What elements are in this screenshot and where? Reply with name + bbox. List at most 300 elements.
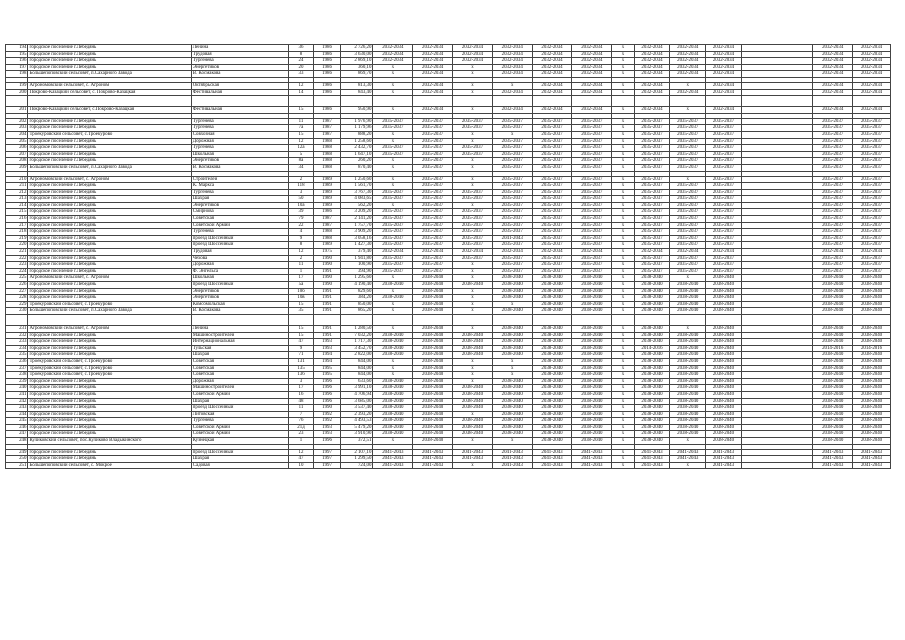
- settlement-cell: городское поселение г.Лебедянь: [28, 158, 191, 165]
- empty-cell: [741, 314, 812, 325]
- street-cell: Трудовая: [191, 249, 288, 256]
- repair-period-cell-9: 2035-2037: [706, 222, 742, 229]
- year-built-cell: 1993: [314, 339, 341, 346]
- repair-period-cell-2: 2035-2037: [413, 131, 453, 138]
- not-applicable-cell: х: [612, 58, 634, 65]
- street-cell: Октябрьская: [191, 82, 288, 89]
- repair-period-cell-8: 2035-2037: [670, 242, 706, 249]
- repair-period-cell-7: 2035-2037: [634, 183, 670, 190]
- settlement-cell: Агрономовский сельсовет, с. Агроном: [28, 275, 191, 282]
- repair-period-cell-10: 2035-2037: [813, 183, 853, 190]
- repair-period-cell-4: 2035-2037: [492, 268, 532, 275]
- repair-period-cell-3: х: [453, 365, 493, 372]
- settlement-cell: городское поселение г.Лебедянь: [28, 216, 191, 223]
- empty-cell: [741, 89, 812, 96]
- repair-period-cell-10: 2035-2037: [813, 125, 853, 132]
- repair-period-cell-10: 2035-2037: [813, 229, 853, 236]
- repair-period-cell-11: 2038-2040: [853, 308, 891, 315]
- total-area-cell: 865,20: [340, 308, 373, 315]
- repair-period-cell-11: 2038-2040: [853, 431, 891, 438]
- year-built-cell: 1987: [314, 118, 341, 125]
- repair-period-cell-4: 2035-2037: [492, 262, 532, 269]
- repair-period-cell-8: 2038-2040: [670, 358, 706, 365]
- repair-period-cell-5: 2038-2040: [532, 332, 572, 339]
- repair-period-cell-4: 2035-2037: [492, 158, 532, 165]
- repair-period-cell-9: 2038-2040: [706, 372, 742, 379]
- house-number-cell: 15: [288, 131, 314, 138]
- empty-cell: [741, 151, 812, 158]
- repair-period-cell-4: 2038-2040: [492, 282, 532, 289]
- repair-period-cell-1: 2035-2037: [373, 242, 413, 249]
- repair-period-cell-7: 2038-2040: [634, 438, 670, 445]
- repair-period-cell-6: 2038-2040: [572, 358, 612, 365]
- repair-period-cell-10: 2032-2034: [813, 107, 853, 114]
- table-row: [6, 255, 891, 262]
- repair-period-cell-8: 2035-2037: [670, 158, 706, 165]
- table-row: [6, 71, 891, 78]
- repair-period-cell-5: 2035-2037: [532, 255, 572, 262]
- house-number-cell: 15: [288, 107, 314, 114]
- repair-period-cell-11: 2041-2043: [853, 449, 891, 456]
- empty-cell: [741, 449, 812, 456]
- repair-period-cell-9: 2035-2037: [706, 151, 742, 158]
- empty-cell: [741, 249, 812, 256]
- repair-period-cell-3: 2035-2037: [453, 209, 493, 216]
- repair-period-cell-10: 2035-2037: [813, 242, 853, 249]
- street-cell: Шахрая: [191, 196, 288, 203]
- repair-period-cell-5: 2035-2037: [532, 189, 572, 196]
- not-applicable-cell: х: [612, 358, 634, 365]
- repair-period-cell-1: 2038-2040: [373, 385, 413, 392]
- repair-period-cell-9: 2038-2040: [706, 301, 742, 308]
- repair-period-cell-1: 2035-2037: [373, 268, 413, 275]
- table-row: [6, 314, 891, 325]
- empty-cell: [741, 125, 812, 132]
- repair-period-cell-1: 2038-2040: [373, 411, 413, 418]
- row-number-cell: 225: [6, 275, 28, 282]
- not-applicable-cell: х: [612, 398, 634, 405]
- repair-period-cell-5: 2038-2040: [532, 405, 572, 412]
- repair-period-cell-6: 2035-2037: [572, 202, 612, 209]
- year-built-cell: 1995: [314, 365, 341, 372]
- settlement-cell: городское поселение г.Лебедянь: [28, 209, 191, 216]
- repair-period-cell-6: 2038-2040: [572, 352, 612, 359]
- year-built-cell: 1986: [314, 58, 341, 65]
- repair-period-cell-11: 2035-2037: [853, 138, 891, 145]
- repair-period-cell-8: [670, 314, 706, 325]
- repair-period-cell-11: 2035-2037: [853, 255, 891, 262]
- repair-period-cell-2: 2038-2040: [413, 288, 453, 295]
- repair-period-cell-10: 2038-2040: [813, 372, 853, 379]
- repair-period-cell-5: 2041-2043: [532, 462, 572, 469]
- repair-period-cell-11: 2032-2034: [853, 249, 891, 256]
- row-number-cell: 212: [6, 189, 28, 196]
- year-built-cell: 1991: [314, 308, 341, 315]
- not-applicable-cell: х: [612, 222, 634, 229]
- repair-period-cell-3: 2035-2037: [453, 125, 493, 132]
- row-number-cell: 245: [6, 418, 28, 425]
- empty-cell: [741, 64, 812, 71]
- repair-period-cell-6: 2032-2034: [572, 45, 612, 52]
- repair-period-cell-8: 2035-2037: [670, 125, 706, 132]
- repair-period-cell-6: 2035-2037: [572, 118, 612, 125]
- settlement-cell: городское поселение г.Лебедянь: [28, 138, 191, 145]
- repair-period-cell-10: [813, 96, 853, 107]
- not-applicable-cell: х: [612, 418, 634, 425]
- repair-period-cell-11: 2032-2034: [853, 45, 891, 52]
- repair-period-cell-4: 2038-2040: [492, 288, 532, 295]
- total-area-cell: 1 299,50: [340, 456, 373, 463]
- total-area-cell: 3 209,20: [340, 209, 373, 216]
- not-applicable-cell: х: [612, 189, 634, 196]
- repair-period-cell-11: 2035-2037: [853, 235, 891, 242]
- repair-period-cell-7: 2035-2037: [634, 176, 670, 183]
- repair-period-cell-3: х: [453, 158, 493, 165]
- repair-period-cell-8: 2038-2040: [670, 308, 706, 315]
- repair-period-cell-8: 2035-2037: [670, 145, 706, 152]
- repair-period-cell-4: 2038-2040: [492, 339, 532, 346]
- repair-period-cell-7: 2035-2037: [634, 196, 670, 203]
- repair-period-cell-10: 2035-2037: [813, 151, 853, 158]
- repair-period-cell-1: 2041-2043: [373, 462, 413, 469]
- total-area-cell: 2 726,20: [340, 45, 373, 52]
- repair-period-cell-7: 2035-2037: [634, 138, 670, 145]
- repair-period-cell-5: 2035-2037: [532, 145, 572, 152]
- house-number-cell: 2: [288, 255, 314, 262]
- row-number-cell: 244: [6, 411, 28, 418]
- repair-period-cell-5: 2041-2043: [532, 456, 572, 463]
- repair-period-cell-5: [532, 314, 572, 325]
- row-number-cell: 249: [6, 449, 28, 456]
- table-row: [6, 345, 891, 352]
- year-built-cell: 1988: [314, 164, 341, 171]
- repair-period-cell-2: 2032-2034: [413, 71, 453, 78]
- repair-period-cell-8: 2038-2040: [670, 295, 706, 302]
- repair-period-cell-5: 2035-2037: [532, 176, 572, 183]
- year-built-cell: 1991: [314, 332, 341, 339]
- repair-period-cell-7: 2038-2040: [634, 339, 670, 346]
- repair-period-cell-10: 2038-2040: [813, 418, 853, 425]
- row-number-cell: 210: [6, 176, 28, 183]
- year-built-cell: 1989: [314, 189, 341, 196]
- repair-period-cell-9: 2038-2040: [706, 405, 742, 412]
- repair-period-cell-8: 2032-2034: [670, 71, 706, 78]
- repair-period-cell-3: х: [453, 107, 493, 114]
- repair-period-cell-1: 2038-2040: [373, 405, 413, 412]
- repair-period-cell-4: 2038-2040: [492, 385, 532, 392]
- street-cell: Школьная: [191, 151, 288, 158]
- repair-period-cell-10: 2035-2037: [813, 138, 853, 145]
- repair-period-cell-8: х: [670, 438, 706, 445]
- year-built-cell: 1992: [314, 411, 341, 418]
- table-row: [6, 424, 891, 431]
- repair-period-cell-5: 2035-2037: [532, 164, 572, 171]
- settlement-cell: городское поселение г.Лебедянь: [28, 345, 191, 352]
- year-built-cell: 1986: [314, 71, 341, 78]
- settlement-cell: Троекуровский сельсовет, с.Троекурово: [28, 358, 191, 365]
- street-cell: К. Маркса: [191, 183, 288, 190]
- repair-period-cell-2: 2032-2034: [413, 45, 453, 52]
- repair-period-cell-1: 2038-2040: [373, 378, 413, 385]
- repair-period-cell-8: 2032-2034: [670, 249, 706, 256]
- street-cell: Тургенева: [191, 145, 288, 152]
- street-cell: Фестивальная: [191, 107, 288, 114]
- empty-cell: [741, 235, 812, 242]
- total-area-cell: 394,90: [340, 268, 373, 275]
- total-area-cell: 100,90: [340, 262, 373, 269]
- settlement-cell: городское поселение г.Лебедянь: [28, 189, 191, 196]
- repair-period-cell-6: 2032-2034: [572, 51, 612, 58]
- not-applicable-cell: х: [612, 125, 634, 132]
- repair-period-cell-9: 2038-2040: [706, 332, 742, 339]
- total-area-cell: 3 685,00: [340, 398, 373, 405]
- repair-period-cell-2: 2038-2040: [413, 339, 453, 346]
- repair-period-cell-1: 2038-2040: [373, 352, 413, 359]
- repair-period-cell-6: 2038-2040: [572, 411, 612, 418]
- total-area-cell: 844,00: [340, 365, 373, 372]
- year-built-cell: 1989: [314, 183, 341, 190]
- repair-period-cell-3: 2035-2037: [453, 196, 493, 203]
- repair-period-cell-2: 2041-2043: [413, 456, 453, 463]
- repair-period-cell-2: 2038-2040: [413, 332, 453, 339]
- not-applicable-cell: х: [612, 71, 634, 78]
- repair-period-cell-10: 2035-2037: [813, 189, 853, 196]
- repair-period-cell-7: 2038-2040: [634, 418, 670, 425]
- settlement-cell: Покрово-Казацкий сельсовет, с.Покрово-Казацкая: [28, 107, 191, 114]
- not-applicable-cell: х: [612, 462, 634, 469]
- repair-period-cell-4: 2035-2037: [492, 255, 532, 262]
- empty-cell: [741, 255, 812, 262]
- settlement-cell: городское поселение г.Лебедянь: [28, 229, 191, 236]
- repair-period-cell-11: 2041-2043: [853, 462, 891, 469]
- repair-period-cell-3: х: [453, 202, 493, 209]
- repair-period-cell-1: 2035-2037: [373, 118, 413, 125]
- repair-period-cell-10: 2038-2040: [813, 301, 853, 308]
- repair-period-cell-10: 2038-2040: [813, 282, 853, 289]
- repair-period-cell-10: 2038-2040: [813, 295, 853, 302]
- repair-period-cell-5: 2038-2040: [532, 385, 572, 392]
- street-cell: Советской Армии: [191, 222, 288, 229]
- repair-period-cell-1: 2035-2037: [373, 255, 413, 262]
- repair-period-cell-6: 2038-2040: [572, 391, 612, 398]
- repair-period-cell-2: 2038-2040: [413, 282, 453, 289]
- repair-period-cell-7: 2041-2043: [634, 456, 670, 463]
- settlement-cell: городское поселение г.Лебедянь: [28, 431, 191, 438]
- not-applicable-cell: х: [612, 372, 634, 379]
- empty-cell: [741, 398, 812, 405]
- street-cell: Фестивальная: [191, 89, 288, 96]
- settlement-cell: городское поселение г.Лебедянь: [28, 378, 191, 385]
- year-built-cell: 1989: [314, 196, 341, 203]
- table-row: [6, 405, 891, 412]
- total-area-cell: 1 647,10: [340, 151, 373, 158]
- street-cell: Тургенева: [191, 189, 288, 196]
- settlement-cell: Большепоповский сельсовет, п.Сахарного Завода: [28, 308, 191, 315]
- repair-period-cell-5: 2038-2040: [532, 295, 572, 302]
- repair-period-cell-5: 2032-2034: [532, 51, 572, 58]
- repair-period-cell-9: 2035-2037: [706, 229, 742, 236]
- row-number-cell: 217: [6, 222, 28, 229]
- repair-period-cell-11: 2038-2040: [853, 325, 891, 332]
- house-number-cell: 17: [288, 275, 314, 282]
- repair-period-cell-5: 2038-2040: [532, 418, 572, 425]
- repair-period-cell-4: 2035-2037: [492, 176, 532, 183]
- year-built-cell: 1988: [314, 138, 341, 145]
- repair-period-cell-10: 2035-2037: [813, 268, 853, 275]
- repair-period-cell-7: 2035-2037: [634, 131, 670, 138]
- street-cell: В. Космакова: [191, 71, 288, 78]
- repair-period-cell-2: 2041-2043: [413, 462, 453, 469]
- repair-period-cell-4: 2035-2037: [492, 164, 532, 171]
- repair-period-cell-8: 2038-2040: [670, 345, 706, 352]
- house-number-cell: 33: [288, 71, 314, 78]
- repair-period-cell-6: [572, 314, 612, 325]
- repair-period-cell-3: 2038-2040: [453, 431, 493, 438]
- street-cell: Чехова: [191, 255, 288, 262]
- repair-period-cell-3: х: [453, 89, 493, 96]
- not-applicable-cell: х: [612, 107, 634, 114]
- empty-cell: [741, 196, 812, 203]
- total-area-cell: 3 910,90: [340, 431, 373, 438]
- empty-cell: [741, 301, 812, 308]
- repair-period-cell-2: 2035-2037: [413, 145, 453, 152]
- total-area-cell: 2 393,20: [340, 411, 373, 418]
- repair-period-cell-11: 2038-2040: [853, 405, 891, 412]
- repair-period-cell-6: 2032-2034: [572, 249, 612, 256]
- empty-cell: [741, 288, 812, 295]
- repair-period-cell-7: 2038-2040: [634, 431, 670, 438]
- repair-period-cell-1: [373, 314, 413, 325]
- street-cell: Советской Армии: [191, 391, 288, 398]
- repair-period-cell-4: 2038-2040: [492, 378, 532, 385]
- repair-period-cell-6: 2032-2034: [572, 58, 612, 65]
- year-built-cell: 1987: [314, 222, 341, 229]
- repair-period-cell-11: 2032-2034: [853, 71, 891, 78]
- total-area-cell: 260,20: [340, 158, 373, 165]
- repair-period-cell-8: 2038-2040: [670, 424, 706, 431]
- repair-period-cell-8: 2041-2043: [670, 456, 706, 463]
- settlement-cell: городское поселение г.Лебедянь: [28, 145, 191, 152]
- repair-period-cell-3: х: [453, 275, 493, 282]
- settlement-cell: городское поселение г.Лебедянь: [28, 202, 191, 209]
- repair-period-cell-2: 2038-2040: [413, 398, 453, 405]
- repair-period-cell-5: 2035-2037: [532, 202, 572, 209]
- repair-period-cell-8: 2035-2037: [670, 229, 706, 236]
- repair-period-cell-9: 2035-2037: [706, 145, 742, 152]
- repair-period-cell-3: 2038-2040: [453, 418, 493, 425]
- total-area-cell: 633,60: [340, 378, 373, 385]
- street-cell: Школьная: [191, 275, 288, 282]
- not-applicable-cell: х: [612, 295, 634, 302]
- repair-period-cell-5: 2038-2040: [532, 372, 572, 379]
- year-built-cell: 1988: [314, 229, 341, 236]
- table-row: [6, 352, 891, 359]
- empty-cell: [741, 176, 812, 183]
- not-applicable-cell: х: [612, 288, 634, 295]
- repair-period-cell-11: 2038-2040: [853, 301, 891, 308]
- empty-cell: [741, 385, 812, 392]
- row-number-cell: 197: [6, 64, 28, 71]
- repair-period-cell-7: 2038-2040: [634, 358, 670, 365]
- year-built-cell: 1986: [314, 209, 341, 216]
- repair-period-cell-1: 2032-2034: [373, 58, 413, 65]
- repair-period-cell-4: х: [492, 438, 532, 445]
- repair-period-cell-7: 2038-2040: [634, 385, 670, 392]
- repair-period-cell-11: 2035-2037: [853, 125, 891, 132]
- repair-period-cell-5: 2032-2034: [532, 82, 572, 89]
- table-row: [6, 183, 891, 190]
- repair-period-cell-2: 2035-2037: [413, 189, 453, 196]
- repair-period-cell-8: 2038-2040: [670, 411, 706, 418]
- repair-period-cell-8: 2032-2034: [670, 58, 706, 65]
- table-row: [6, 209, 891, 216]
- row-number-cell: 224: [6, 268, 28, 275]
- row-number-cell: 215: [6, 209, 28, 216]
- repair-period-cell-3: х: [453, 288, 493, 295]
- row-number-cell: 220: [6, 242, 28, 249]
- repair-period-cell-10: 2041-2043: [813, 462, 853, 469]
- empty-cell: [741, 51, 812, 58]
- year-built-cell: 1989: [314, 242, 341, 249]
- year-built-cell: 1990: [314, 275, 341, 282]
- repair-period-cell-10: 2038-2040: [813, 325, 853, 332]
- empty-cell: [741, 325, 812, 332]
- total-area-cell: 844,00: [340, 372, 373, 379]
- repair-period-cell-2: 2035-2037: [413, 242, 453, 249]
- total-area-cell: 950,90: [340, 107, 373, 114]
- repair-period-cell-8: 2038-2040: [670, 391, 706, 398]
- repair-period-cell-10: 2032-2034: [813, 45, 853, 52]
- repair-period-cell-6: 2035-2037: [572, 262, 612, 269]
- repair-period-cell-4: 2038-2040: [492, 411, 532, 418]
- repair-period-cell-7: 2035-2037: [634, 268, 670, 275]
- repair-period-cell-8: 2032-2034: [670, 64, 706, 71]
- repair-period-cell-8: 2035-2037: [670, 189, 706, 196]
- table-row: [6, 438, 891, 445]
- repair-period-cell-8: 2035-2037: [670, 202, 706, 209]
- repair-period-cell-1: 2038-2040: [373, 398, 413, 405]
- repair-period-cell-8: 2038-2040: [670, 398, 706, 405]
- house-number-cell: 5: [288, 151, 314, 158]
- year-built-cell: 1993: [314, 431, 341, 438]
- street-cell: Энергетиков: [191, 202, 288, 209]
- repair-period-cell-4: х: [492, 372, 532, 379]
- house-number-cell: 23: [288, 431, 314, 438]
- repair-period-cell-5: 2038-2040: [532, 301, 572, 308]
- repair-period-cell-11: 2035-2037: [853, 262, 891, 269]
- year-built-cell: 1992: [314, 418, 341, 425]
- not-applicable-cell: х: [612, 438, 634, 445]
- row-number-cell: 243: [6, 405, 28, 412]
- repair-period-cell-6: 2035-2037: [572, 242, 612, 249]
- repair-period-cell-7: 2038-2040: [634, 332, 670, 339]
- not-applicable-cell: х: [612, 352, 634, 359]
- house-number-cell: 10в: [288, 295, 314, 302]
- repair-period-cell-8: 2038-2040: [670, 282, 706, 289]
- table-row: [6, 82, 891, 89]
- table-row: [6, 268, 891, 275]
- year-built-cell: 1991: [314, 268, 341, 275]
- empty-cell: [741, 378, 812, 385]
- year-built-cell: 1997: [314, 462, 341, 469]
- repair-period-cell-3: 2038-2040: [453, 345, 493, 352]
- street-cell: Смирнова: [191, 209, 288, 216]
- settlement-cell: городское поселение г.Лебедянь: [28, 45, 191, 52]
- repair-period-cell-8: х: [670, 275, 706, 282]
- repair-period-cell-10: 2035-2037: [813, 262, 853, 269]
- street-cell: Дорожная: [191, 262, 288, 269]
- repair-period-cell-4: 2032-2034: [492, 249, 532, 256]
